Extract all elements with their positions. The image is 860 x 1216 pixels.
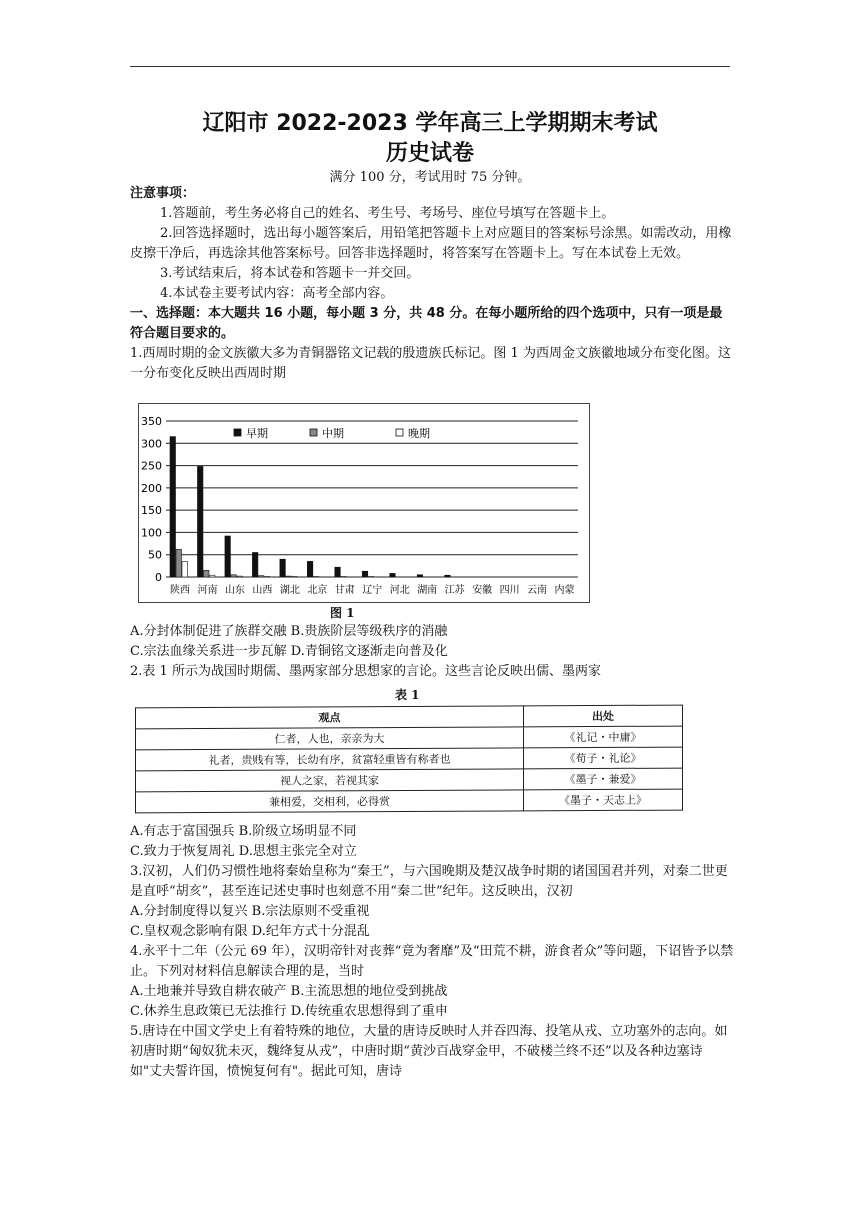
y-tick-label: 50: [148, 548, 162, 562]
bar: [445, 575, 451, 577]
y-tick-label: 300: [141, 437, 162, 451]
x-tick-label: 安徽: [472, 585, 493, 596]
legend-label: 晚期: [408, 427, 430, 440]
bar: [286, 576, 292, 577]
notice-item-4: 4.本试卷主要考试内容：高考全部内容。: [160, 286, 394, 301]
x-tick-label: 云南: [527, 585, 548, 596]
bar: [280, 559, 286, 577]
bar: [197, 466, 203, 577]
bar: [417, 575, 423, 577]
lower-questions: [130, 822, 734, 1082]
table-cell-view: 兼相爱，交相利，必得赏: [136, 790, 524, 813]
bar: [390, 573, 396, 577]
table-cell-view: 视人之家，若视其家: [136, 769, 524, 792]
q2-stem: 2.表 1 所示为战国时期儒、墨两家部分思想家的言论。这些言论反映出儒、墨两家: [130, 664, 601, 679]
bar: [307, 561, 313, 577]
x-tick-label: 甘肃: [334, 585, 355, 596]
top-rule: [130, 66, 730, 67]
x-tick-label: 陕西: [170, 585, 190, 596]
table-row: [136, 789, 683, 813]
legend-label: 早期: [246, 427, 268, 440]
bar: [225, 536, 231, 577]
q3-options-cd: C.皇权观念影响有限 D.纪年方式十分混乱: [130, 924, 370, 939]
legend-swatch: [310, 429, 317, 436]
bar: [176, 549, 182, 577]
bar: [252, 552, 258, 577]
q4-options-ab: A.土地兼并导致自耕农破产 B.主流思想的地位受到挑战: [130, 984, 448, 999]
bar: [335, 567, 341, 577]
bar: [237, 576, 243, 577]
q1-options-ab: A.分封体制促进了族群交融 B.贵族阶层等级秩序的消融: [130, 624, 448, 639]
table-cell-source: 《荀子・礼论》: [524, 747, 683, 769]
table-row: [136, 768, 683, 792]
exam-info: 满分 100 分，考试用时 75 分钟。: [329, 170, 531, 185]
table-row: [136, 747, 683, 771]
figure1-caption: 图 1: [330, 606, 355, 620]
y-tick-label: 100: [141, 526, 162, 540]
table-header-source: 出处: [524, 705, 683, 727]
q4-options-cd: C.休养生息政策已无法推行 D.传统重农思想得到了重申: [130, 1004, 448, 1019]
notice-heading: 注意事项：: [130, 186, 196, 201]
table-header-view: 观点: [136, 706, 524, 729]
q1-options-cd: C.宗法血缘关系进一步瓦解 D.青铜铭文逐渐走向普及化: [130, 644, 448, 659]
x-tick-label: 湖北: [279, 585, 300, 596]
bar: [362, 571, 368, 577]
x-tick-label: 四川: [499, 585, 520, 596]
q1-options: [130, 622, 734, 682]
q3-stem: 3.汉初，人们仍习惯性地将秦始皇称为“秦王”，与六国晚期及楚汉战争时期的诸国国君并列，对秦二世更是直呼“胡亥”，甚至连记述史事时也刻意不用“秦二世”纪年。这反映出，汉初: [130, 864, 728, 899]
y-tick-label: 250: [141, 459, 162, 473]
y-tick-label: 350: [141, 415, 162, 428]
x-tick-label: 北京: [307, 585, 328, 596]
x-tick-label: 河南: [197, 585, 218, 596]
table1: [135, 705, 683, 814]
q3-options-ab: A.分封制度得以复兴 B.宗法原则不受重视: [130, 904, 370, 919]
bar: [231, 575, 237, 577]
table-header-row: [136, 705, 683, 729]
section-heading: 一、选择题：本大题共 16 小题，每小题 3 分，共 48 分。在每小题所给的四个选项中，只有一项是最符合题目要求的。: [130, 306, 723, 341]
table-cell-source: 《墨子・兼爱》: [524, 768, 683, 790]
bar: [170, 437, 176, 577]
x-tick-label: 山东: [224, 585, 245, 596]
x-tick-label: 江苏: [444, 585, 465, 596]
y-tick-label: 150: [141, 504, 162, 518]
q1-stem: 1.西周时期的金文族徽大多为青铜器铭文记载的殷遗族氏标记。图 1 为西周金文族徽地域分布变化图。这一分布变化反映出西周时期: [130, 346, 731, 381]
table1-caption: 表 1: [395, 688, 420, 702]
q2-options-ab: A.有志于富国强兵 B.阶级立场明显不同: [130, 824, 357, 839]
q4-stem: 4.永平十二年（公元 69 年），汉明帝针对丧葬“竟为奢靡”及“田荒不耕，游食者众”等问题，下诏皆予以禁止。下列对材料信息解读合理的是，当时: [130, 944, 734, 979]
x-tick-label: 内蒙: [554, 585, 575, 596]
y-tick-label: 200: [141, 481, 162, 495]
legend-label: 中期: [322, 427, 344, 440]
bar: [209, 575, 215, 577]
bar: [203, 570, 209, 577]
q5-stem: 5.唐诗在中国文学史上有着特殊的地位，大量的唐诗反映时人并吞四海、投笔从戎、立功塞外的志向。如初唐时期“匈奴犹未灭，魏绛复从戎”，中唐时期“黄沙百战穿金甲，不破楼兰终不还”以及各种边塞诗如"丈夫誓许国，愤惋复何有"。据此可知，唐诗: [130, 1024, 728, 1079]
table-cell-view: 仁者，人也，亲亲为大: [136, 727, 524, 750]
exam-subtitle: 历史试卷: [385, 141, 474, 166]
table-cell-source: 《礼记・中庸》: [524, 726, 683, 748]
notice-item-2: 2.回答选择题时，选出每小题答案后，用铅笔把答题卡上对应题目的答案标号涂黑。如需改动，用橡皮擦干净后，再选涂其他答案标号。回答非选择题时，将答案写在答题卡上。写在本试卷上无效。: [130, 226, 732, 261]
table-cell-view: 礼者，贵贱有等，长幼有序，贫富轻重皆有称者也: [136, 748, 524, 771]
legend-swatch: [396, 429, 403, 436]
x-tick-label: 河北: [389, 585, 410, 596]
x-tick-label: 辽宁: [362, 585, 383, 596]
bar: [182, 561, 188, 577]
figure1-bar-chart: [138, 403, 590, 603]
bar: [258, 576, 264, 577]
q2-options-cd: C.致力于恢复周礼 D.思想主张完全对立: [130, 844, 357, 859]
y-tick-label: 0: [155, 571, 162, 584]
legend-swatch: [234, 429, 241, 436]
table-cell-source: 《墨子・天志上》: [524, 789, 683, 811]
x-tick-label: 山西: [252, 585, 273, 596]
notice-item-3: 3.考试结束后，将本试卷和答题卡一并交回。: [160, 266, 420, 281]
notice-item-1: 1.答题前，考生务必将自己的姓名、考生号、考场号、座位号填写在答题卡上。: [160, 206, 615, 221]
x-tick-label: 湖南: [417, 585, 438, 596]
table-row: [136, 726, 683, 750]
exam-title: 辽阳市 2022-2023 学年高三上学期期末考试: [202, 111, 658, 136]
notice-block: [130, 184, 734, 384]
